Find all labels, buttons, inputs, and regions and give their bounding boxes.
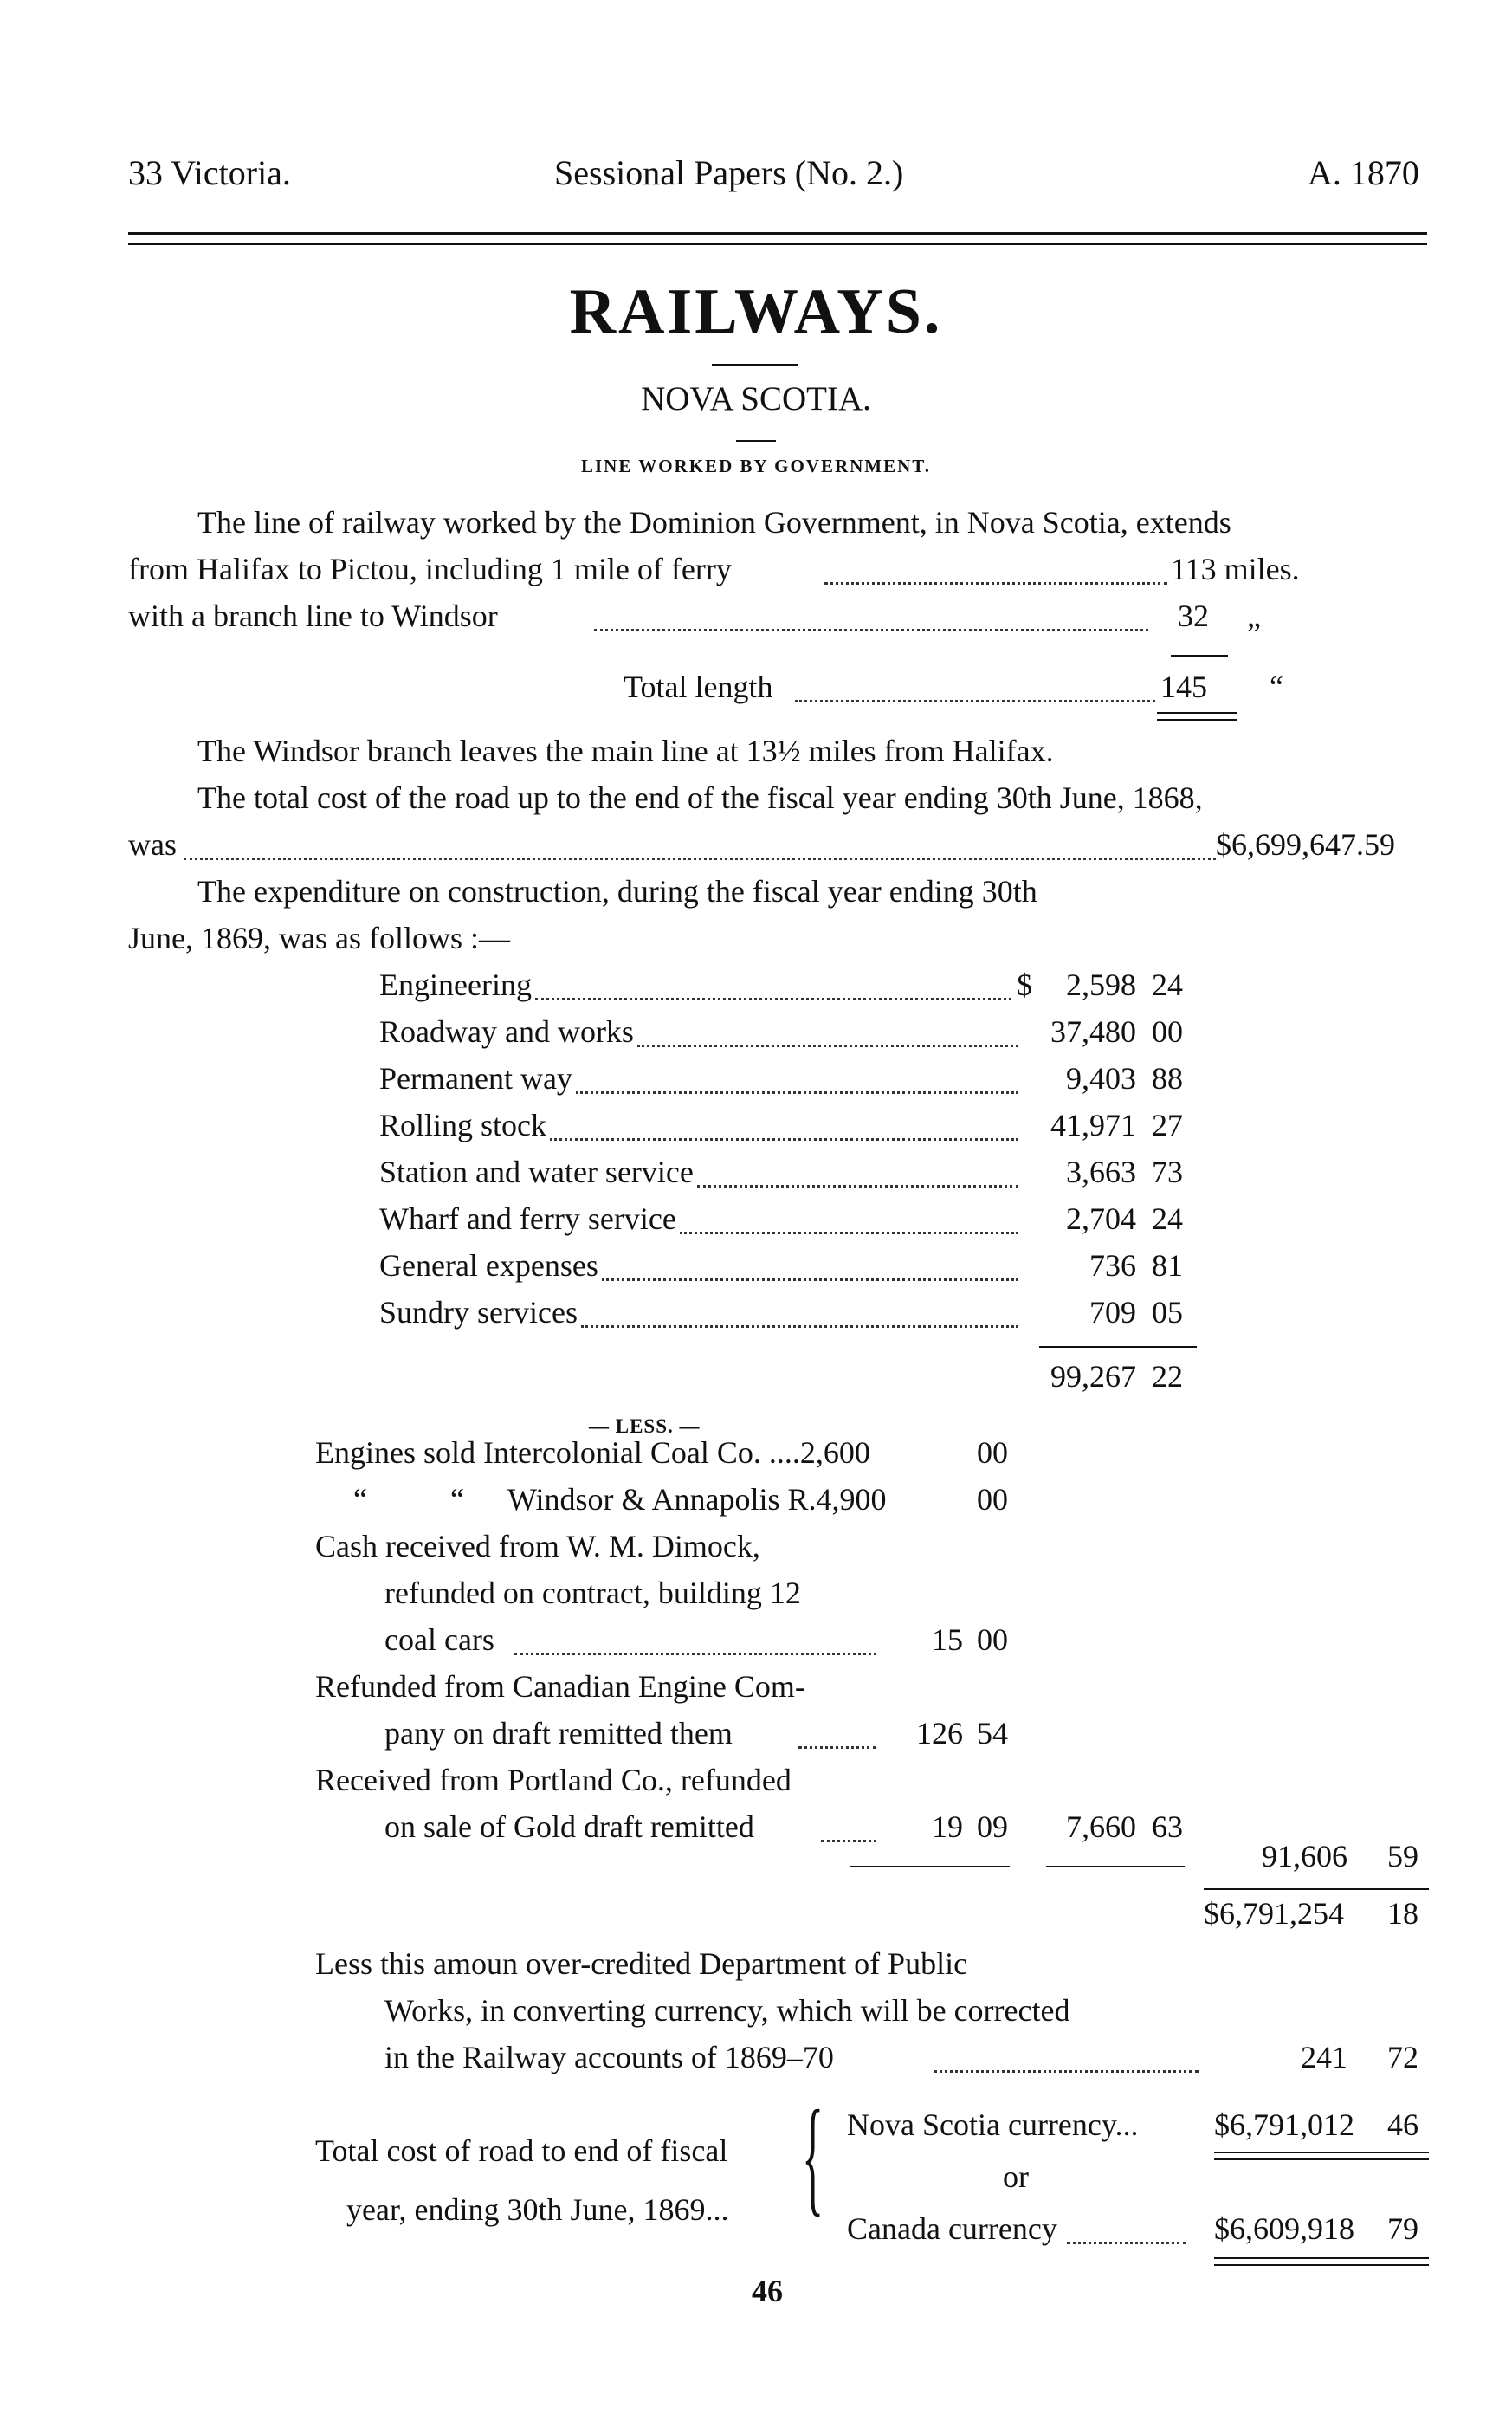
intro-line-2: from Halifax to Pictou, including 1 mile of ferry: [128, 552, 732, 586]
engine-co-line-2: pany on draft remitted them: [384, 1716, 733, 1751]
expenditure-label: Permanent way: [379, 1061, 572, 1096]
total-rule: [1214, 2152, 1429, 2153]
dollar-sign: $: [1017, 968, 1032, 1002]
expenditure-label: Sundry services: [379, 1295, 578, 1330]
dimock-amount: 15: [932, 1622, 963, 1657]
nova-scotia-currency-cents: 46: [1387, 2107, 1418, 2142]
correction-amount: 241: [1301, 2040, 1347, 2074]
total-cost-value: $6,699,647.59: [1216, 827, 1395, 862]
leader-dots: [697, 1185, 1018, 1188]
leader-dots: [1067, 2242, 1186, 2244]
leader-dots: [594, 629, 1148, 631]
dimock-line-1: Cash received from W. M. Dimock,: [315, 1529, 760, 1563]
correction-line-1: Less this amoun over-credited Department of Public: [315, 1946, 968, 1981]
engines-windsor-line: Windsor & Annapolis R.4,900: [507, 1482, 887, 1517]
header-rule-top: [128, 232, 1427, 235]
page-number: 46: [752, 2274, 783, 2308]
sum-rule: [1171, 655, 1228, 657]
net-expenditure-cents: 59: [1387, 1839, 1418, 1874]
portland-line-2: on sale of Gold draft remitted: [384, 1809, 754, 1844]
net-expenditure-amount: 91,606: [1262, 1839, 1347, 1874]
header-center: Sessional Papers (No. 2.): [554, 153, 904, 192]
leader-dots: [535, 998, 1011, 1000]
portland-cents: 09: [977, 1809, 1008, 1844]
nova-scotia-currency-label: Nova Scotia currency...: [847, 2107, 1139, 2142]
expenditure-label: Wharf and ferry service: [379, 1201, 676, 1236]
expenditure-cents: 05: [1152, 1295, 1183, 1330]
intro-line-3-unit: „: [1247, 599, 1261, 633]
expenditure-cents: 27: [1152, 1108, 1183, 1142]
leader-dots: [550, 1138, 1018, 1141]
expenditure-cents: 24: [1152, 968, 1183, 1002]
total-rule: [1214, 2264, 1429, 2266]
expenditure-label: Rolling stock: [379, 1108, 547, 1142]
total-cost-was: was: [128, 827, 177, 862]
portland-line-1: Received from Portland Co., refunded: [315, 1763, 792, 1797]
dimock-line-3: coal cars: [384, 1622, 494, 1657]
total-rule: [1157, 719, 1237, 721]
header-left: 33 Victoria.: [128, 153, 291, 192]
intro-line-2-value: 113 miles.: [1171, 552, 1300, 586]
leader-dots: [824, 582, 1167, 585]
grand-sum-rule: [1204, 1888, 1429, 1890]
canada-currency-cents: 79: [1387, 2211, 1418, 2246]
total-length-unit: “: [1270, 670, 1283, 704]
total-rule: [1214, 2257, 1429, 2259]
engines-windsor-cents: 00: [977, 1482, 1008, 1517]
total-rule: [1157, 712, 1237, 714]
leader-dots: [581, 1325, 1018, 1328]
less-sum-rule: [1046, 1866, 1185, 1867]
expenditure-amount: 3,663: [1066, 1155, 1136, 1189]
portland-amount: 19: [932, 1809, 963, 1844]
nova-scotia-currency-amount: $6,791,012: [1214, 2107, 1354, 2142]
leader-dots: [637, 1045, 1018, 1047]
expenditure-amount: 9,403: [1066, 1061, 1136, 1096]
less-sum-rule: [850, 1866, 1010, 1867]
expenditure-label: Station and water service: [379, 1155, 694, 1189]
header-right: A. 1870: [1308, 153, 1419, 192]
windsor-branch-text: The Windsor branch leaves the main line at 13½ miles from Halifax.: [197, 734, 1054, 768]
expenditure-intro-1: The expenditure on construction, during the fiscal year ending 30th: [197, 874, 1037, 909]
leader-dots: [795, 700, 1155, 702]
expenditure-label: General expenses: [379, 1248, 598, 1283]
leader-dots: [821, 1840, 876, 1842]
leader-dots: [602, 1278, 1018, 1281]
expenditure-intro-2: June, 1869, was as follows :—: [128, 921, 510, 955]
total-cost-line: The total cost of the road up to the end of the fiscal year ending 30th June, 1868,: [197, 780, 1203, 815]
expenditure-amount: 736: [1089, 1248, 1136, 1283]
page-title: RAILWAYS.: [569, 276, 943, 347]
leader-dots: [576, 1091, 1018, 1094]
grand-total-cents: 18: [1387, 1896, 1418, 1931]
less-total-cents: 63: [1152, 1809, 1183, 1844]
leader-dots: [798, 1746, 876, 1749]
expenditure-cents: 81: [1152, 1248, 1183, 1283]
engines-sold-cents: 00: [977, 1435, 1008, 1470]
expenditure-amount: 2,704: [1066, 1201, 1136, 1236]
expenditure-total-amount: 99,267: [1050, 1359, 1136, 1394]
dimock-line-2: refunded on contract, building 12: [384, 1576, 801, 1610]
engines-sold-line: Engines sold Intercolonial Coal Co. ....2,600: [315, 1435, 870, 1470]
page-subtitle: NOVA SCOTIA.: [641, 380, 871, 417]
final-label-2: year, ending 30th June, 1869...: [346, 2192, 729, 2227]
header-rule-bottom: [128, 243, 1427, 245]
intro-line-3-value: 32: [1178, 599, 1209, 633]
brace: {: [802, 2084, 824, 2228]
canada-currency-label: Canada currency: [847, 2211, 1057, 2246]
expenditure-sum-rule: [1039, 1346, 1197, 1348]
ditto-mark: “: [353, 1482, 367, 1517]
engine-co-cents: 54: [977, 1716, 1008, 1751]
leader-dots: [934, 2070, 1199, 2073]
engine-co-amount: 126: [916, 1716, 963, 1751]
less-total-amount: 7,660: [1066, 1809, 1136, 1844]
total-length-value: 145: [1160, 670, 1207, 704]
expenditure-label: Engineering: [379, 968, 532, 1002]
expenditure-label: Roadway and works: [379, 1014, 634, 1049]
intro-line-3: with a branch line to Windsor: [128, 599, 498, 633]
total-length-label: Total length: [624, 670, 773, 704]
engine-co-line-1: Refunded from Canadian Engine Com-: [315, 1669, 805, 1704]
expenditure-amount: 41,971: [1050, 1108, 1136, 1142]
expenditure-cents: 73: [1152, 1155, 1183, 1189]
intro-line-1: The line of railway worked by the Dominion Government, in Nova Scotia, extends: [197, 505, 1231, 540]
leader-dots: [680, 1232, 1018, 1234]
expenditure-cents: 00: [1152, 1014, 1183, 1049]
or-label: or: [1003, 2159, 1029, 2194]
canada-currency-amount: $6,609,918: [1214, 2211, 1354, 2246]
expenditure-total-cents: 22: [1152, 1359, 1183, 1394]
expenditure-amount: 709: [1089, 1295, 1136, 1330]
expenditure-cents: 24: [1152, 1201, 1183, 1236]
total-rule: [1214, 2158, 1429, 2160]
expenditure-amount: 2,598: [1066, 968, 1136, 1002]
expenditure-amount: 37,480: [1050, 1014, 1136, 1049]
dimock-cents: 00: [977, 1622, 1008, 1657]
leader-dots: [514, 1653, 876, 1655]
section-heading: LINE WORKED BY GOVERNMENT.: [581, 456, 931, 476]
subtitle-rule: [736, 440, 776, 442]
correction-line-3: in the Railway accounts of 1869–70: [384, 2040, 834, 2074]
correction-line-2: Works, in converting currency, which will be corrected: [384, 1993, 1070, 2028]
correction-cents: 72: [1387, 2040, 1418, 2074]
grand-total-amount: $6,791,254: [1204, 1896, 1344, 1931]
expenditure-cents: 88: [1152, 1061, 1183, 1096]
title-rule: [712, 364, 798, 366]
less-heading: — LESS. —: [589, 1415, 701, 1437]
leader-dots: [184, 858, 1216, 860]
ditto-mark: “: [450, 1482, 464, 1517]
final-label-1: Total cost of road to end of fiscal: [315, 2133, 728, 2168]
